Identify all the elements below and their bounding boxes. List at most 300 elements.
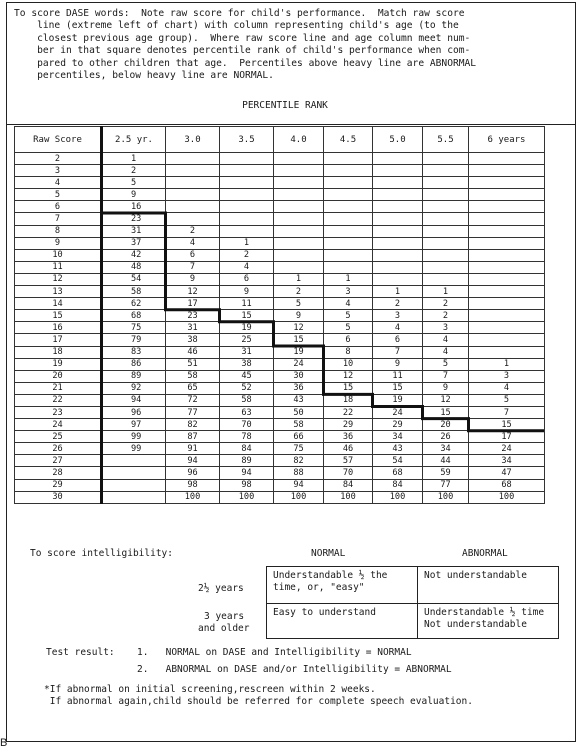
percentile-cell: 15 [220,310,274,322]
percentile-cell: 7 [423,370,469,382]
percentile-cell: 46 [166,346,220,358]
table-header-row [15,127,545,153]
raw-score-cell: 14 [15,298,102,310]
percentile-cell: 29 [373,419,423,431]
percentile-cell: 7 [469,406,545,418]
percentile-cell: 1 [423,286,469,298]
percentile-cell: 2 [102,165,166,177]
percentile-cell: 9 [373,358,423,370]
age-2-5-years-label: 2½ years [198,583,244,594]
percentile-cell [274,213,324,225]
test-result-label: Test result: [46,647,115,658]
percentile-cell [469,177,545,189]
percentile-cell: 30 [274,370,324,382]
percentile-cell: 58 [274,419,324,431]
percentile-cell: 29 [324,419,373,431]
percentile-cell [469,286,545,298]
table-row [15,382,545,394]
percentile-cell: 7 [373,346,423,358]
percentile-cell: 9 [220,286,274,298]
intelligibility-table [266,566,559,639]
percentile-cell: 88 [274,467,324,479]
percentile-cell: 70 [220,419,274,431]
raw-score-cell: 2 [15,153,102,165]
percentile-cell [373,261,423,273]
percentile-cell: 3 [423,322,469,334]
percentile-cell: 4 [469,382,545,394]
normal-young-cell: Understandable ½ the time, or, "easy" [267,567,418,604]
percentile-cell [423,153,469,165]
abnormal-old-cell: Understandable ½ time Not understandable [418,604,559,639]
percentile-cell: 89 [102,370,166,382]
percentile-cell [166,177,220,189]
percentile-cell [102,455,166,467]
percentile-cell: 31 [166,322,220,334]
percentile-cell: 70 [324,467,373,479]
percentile-cell: 100 [166,491,220,503]
percentile-cell [423,165,469,177]
percentile-cell: 11 [373,370,423,382]
raw-score-cell: 8 [15,225,102,237]
table-top-rule [6,124,576,125]
percentile-cell: 34 [423,443,469,455]
percentile-cell: 83 [102,346,166,358]
percentile-cell: 4 [220,261,274,273]
percentile-cell [423,261,469,273]
raw-score-cell: 21 [15,382,102,394]
percentile-cell: 84 [373,479,423,491]
raw-score-cell: 19 [15,358,102,370]
percentile-cell [469,201,545,213]
percentile-cell: 10 [324,358,373,370]
percentile-cell [102,491,166,503]
percentile-cell: 87 [166,431,220,443]
raw-score-cell: 12 [15,273,102,285]
percentile-cell: 82 [166,419,220,431]
percentile-cell: 36 [274,382,324,394]
percentile-cell: 24 [274,358,324,370]
percentile-cell [469,322,545,334]
percentile-cell: 15 [423,406,469,418]
percentile-cell [469,310,545,322]
percentile-cell: 4 [373,322,423,334]
raw-score-cell: 10 [15,249,102,261]
normal-column-label: NORMAL [311,548,346,559]
table-row [15,165,545,177]
percentile-cell: 4 [423,346,469,358]
raw-score-cell: 16 [15,322,102,334]
percentile-cell: 2 [423,310,469,322]
percentile-cell [373,213,423,225]
percentile-cell: 99 [102,431,166,443]
percentile-cell: 37 [102,237,166,249]
percentile-cell: 77 [166,406,220,418]
percentile-cell: 99 [102,443,166,455]
percentile-cell: 45 [220,370,274,382]
percentile-cell: 91 [166,443,220,455]
percentile-cell: 5 [324,322,373,334]
percentile-cell: 54 [373,455,423,467]
percentile-cell: 84 [220,443,274,455]
percentile-cell: 79 [102,334,166,346]
percentile-cell: 34 [469,455,545,467]
percentile-cell: 77 [423,479,469,491]
percentile-cell: 100 [220,491,274,503]
percentile-cell: 89 [220,455,274,467]
table-row [15,237,545,249]
percentile-cell: 78 [220,431,274,443]
table-row [15,358,545,370]
test-result-item-1: 1. NORMAL on DASE and Intelligibility = NORMAL [137,647,412,658]
percentile-cell: 42 [102,249,166,261]
table-row [15,249,545,261]
raw-score-cell: 28 [15,467,102,479]
percentile-cell [373,201,423,213]
age-3-years-label: 3 years [204,611,245,622]
percentile-cell: 57 [324,455,373,467]
percentile-cell: 31 [102,225,166,237]
percentile-cell [373,177,423,189]
percentile-cell: 5 [102,177,166,189]
percentile-cell [220,189,274,201]
raw-score-cell: 9 [15,237,102,249]
percentile-cell: 1 [469,358,545,370]
percentile-cell: 12 [166,286,220,298]
percentile-cell [469,237,545,249]
percentile-cell: 50 [274,406,324,418]
percentile-cell [469,165,545,177]
percentile-cell: 66 [274,431,324,443]
table-row [15,419,545,431]
table-row [15,261,545,273]
percentile-cell: 97 [102,419,166,431]
percentile-cell: 12 [274,322,324,334]
percentile-cell [423,189,469,201]
percentile-cell [469,346,545,358]
percentile-cell: 68 [469,479,545,491]
percentile-cell [166,201,220,213]
percentile-cell: 100 [324,491,373,503]
percentile-cell: 31 [220,346,274,358]
table-row [15,201,545,213]
and-older-label: and older [198,623,250,634]
table-row [15,225,545,237]
dase-instructions: To score DASE words: Note raw score for child's performance. Match raw score line (extreme left of chart) with column representing child's age (to the closest previous age group). Where raw score line and age column meet num- ber in that square denotes percentile rank of child's performance when com- pared to other children that age. Percentiles above heavy line are ABNORMAL percentiles, below heavy line are NORMAL. [14,8,477,82]
table-row [15,153,545,165]
percentile-cell [220,153,274,165]
percentile-cell: 43 [274,394,324,406]
percentile-cell [373,237,423,249]
raw-score-cell: 30 [15,491,102,503]
percentile-cell: 2 [220,249,274,261]
percentile-cell: 86 [102,358,166,370]
raw-score-cell: 22 [15,394,102,406]
raw-score-cell: 26 [15,443,102,455]
percentile-cell [373,153,423,165]
percentile-cell: 52 [220,382,274,394]
table-row [15,273,545,285]
raw-score-cell: 24 [15,419,102,431]
percentile-cell [469,261,545,273]
raw-score-cell: 23 [15,406,102,418]
table-row [15,479,545,491]
percentile-cell: 94 [102,394,166,406]
percentile-cell [324,201,373,213]
percentile-cell [324,189,373,201]
intelligibility-heading: To score intelligibility: [30,548,173,559]
percentile-cell: 15 [274,334,324,346]
abnormal-young-cell: Not understandable [418,567,559,604]
percentile-cell [324,225,373,237]
percentile-cell: 48 [102,261,166,273]
percentile-cell: 34 [373,431,423,443]
percentile-cell: 94 [274,479,324,491]
raw-score-cell: 7 [15,213,102,225]
percentile-cell [102,467,166,479]
percentile-cell [166,165,220,177]
percentile-cell [423,213,469,225]
raw-score-cell: 6 [15,201,102,213]
raw-score-cell: 15 [15,310,102,322]
percentile-cell: 25 [220,334,274,346]
percentile-cell [469,225,545,237]
percentile-cell: 47 [469,467,545,479]
rescreen-footnote: *If abnormal on initial screening,rescreen within 2 weeks. If abnormal again,child should be referred for complete speech evaluation. [44,684,473,707]
percentile-cell [220,225,274,237]
table-row [15,334,545,346]
percentile-cell [469,298,545,310]
percentile-cell: 12 [423,394,469,406]
table-row [15,298,545,310]
percentile-cell: 17 [166,298,220,310]
percentile-cell [469,153,545,165]
percentile-cell [469,189,545,201]
percentile-cell [166,153,220,165]
percentile-cell [274,237,324,249]
column-header: 2.5 yr. [102,127,166,153]
percentile-cell: 15 [469,419,545,431]
percentile-cell: 94 [220,467,274,479]
percentile-cell: 19 [220,322,274,334]
percentile-cell: 98 [166,479,220,491]
percentile-cell: 9 [423,382,469,394]
percentile-cell: 9 [102,189,166,201]
column-header: 5.0 [373,127,423,153]
table-body [15,153,545,504]
percentile-cell: 6 [324,334,373,346]
table-row [15,443,545,455]
percentile-cell: 19 [373,394,423,406]
percentile-cell [373,189,423,201]
table-row [15,189,545,201]
percentile-cell: 96 [166,467,220,479]
table-row [15,286,545,298]
percentile-cell: 18 [324,394,373,406]
percentile-cell: 23 [102,213,166,225]
percentile-cell [274,189,324,201]
percentile-cell: 72 [166,394,220,406]
percentile-cell: 38 [220,358,274,370]
percentile-cell [469,249,545,261]
percentile-cell: 51 [166,358,220,370]
raw-score-cell: 3 [15,165,102,177]
percentile-cell: 26 [423,431,469,443]
percentile-cell: 8 [324,346,373,358]
table-row [15,370,545,382]
percentile-cell: 75 [102,322,166,334]
percentile-cell [373,225,423,237]
percentile-cell [220,201,274,213]
percentile-cell: 58 [166,370,220,382]
percentile-cell [324,177,373,189]
percentile-cell: 19 [274,346,324,358]
percentile-cell [469,213,545,225]
percentile-cell: 15 [373,382,423,394]
percentile-cell [274,261,324,273]
percentile-cell: 54 [102,273,166,285]
percentile-cell: 6 [166,249,220,261]
percentile-cell: 98 [220,479,274,491]
percentile-cell [324,165,373,177]
percentile-cell [423,177,469,189]
percentile-cell: 100 [469,491,545,503]
test-result-item-2: 2. ABNORMAL on DASE and/or Intelligibility = ABNORMAL [137,664,452,675]
percentile-cell [324,213,373,225]
normal-old-cell: Easy to understand [267,604,418,639]
percentile-cell: 62 [102,298,166,310]
table-row [15,455,545,467]
percentile-cell [166,189,220,201]
percentile-cell: 100 [373,491,423,503]
percentile-cell: 65 [166,382,220,394]
table-row [15,322,545,334]
percentile-cell: 5 [423,358,469,370]
percentile-cell [166,213,220,225]
percentile-cell: 16 [102,201,166,213]
percentile-cell: 5 [469,394,545,406]
percentile-cell: 58 [102,286,166,298]
percentile-cell: 2 [274,286,324,298]
figure-label: B [0,737,8,749]
table-row [15,177,545,189]
table-row [15,213,545,225]
percentile-cell [324,249,373,261]
percentile-cell: 84 [324,479,373,491]
percentile-rank-table [14,126,545,504]
percentile-cell: 15 [324,382,373,394]
percentile-cell: 5 [274,298,324,310]
percentile-cell [274,201,324,213]
percentile-cell: 6 [373,334,423,346]
column-header: Raw Score [15,127,102,153]
raw-score-cell: 11 [15,261,102,273]
raw-score-cell: 4 [15,177,102,189]
percentile-cell [469,273,545,285]
percentile-cell [274,249,324,261]
percentile-cell: 100 [423,491,469,503]
percentile-cell: 2 [166,225,220,237]
percentile-cell: 96 [102,406,166,418]
percentile-cell: 11 [220,298,274,310]
column-header: 3.0 [166,127,220,153]
table-row [15,467,545,479]
raw-score-cell: 18 [15,346,102,358]
percentile-cell [423,273,469,285]
percentile-cell: 68 [373,467,423,479]
percentile-cell [274,225,324,237]
percentile-cell: 24 [373,406,423,418]
percentile-cell: 5 [324,310,373,322]
percentile-cell: 2 [423,298,469,310]
percentile-cell: 1 [274,273,324,285]
percentile-cell: 82 [274,455,324,467]
percentile-cell [220,177,274,189]
percentile-cell: 44 [423,455,469,467]
percentile-cell: 1 [102,153,166,165]
abnormal-column-label: ABNORMAL [462,548,508,559]
percentile-cell: 58 [220,394,274,406]
percentile-cell [469,334,545,346]
percentile-cell: 24 [469,443,545,455]
percentile-cell [220,213,274,225]
percentile-cell [423,201,469,213]
percentile-cell: 43 [373,443,423,455]
percentile-cell: 9 [166,273,220,285]
percentile-cell: 7 [166,261,220,273]
column-header: 4.0 [274,127,324,153]
percentile-cell: 75 [274,443,324,455]
percentile-cell: 9 [274,310,324,322]
percentile-cell [274,165,324,177]
percentile-cell: 92 [102,382,166,394]
percentile-cell: 4 [166,237,220,249]
percentile-cell: 59 [423,467,469,479]
raw-score-cell: 13 [15,286,102,298]
percentile-cell: 6 [220,273,274,285]
percentile-cell [274,177,324,189]
percentile-cell [324,153,373,165]
table-row [15,406,545,418]
percentile-cell: 22 [324,406,373,418]
percentile-cell: 4 [324,298,373,310]
percentile-cell: 3 [373,310,423,322]
percentile-cell: 36 [324,431,373,443]
raw-score-cell: 25 [15,431,102,443]
raw-score-cell: 5 [15,189,102,201]
table-row [15,394,545,406]
percentile-cell: 46 [324,443,373,455]
raw-score-cell: 29 [15,479,102,491]
table-row [15,310,545,322]
percentile-cell [220,165,274,177]
percentile-cell: 20 [423,419,469,431]
raw-score-cell: 27 [15,455,102,467]
percentile-cell: 23 [166,310,220,322]
raw-score-cell: 20 [15,370,102,382]
column-header: 6 years [469,127,545,153]
table-row [15,346,545,358]
percentile-cell [274,153,324,165]
percentile-cell: 3 [324,286,373,298]
percentile-cell: 1 [220,237,274,249]
table-row [15,491,545,503]
percentile-cell: 2 [373,298,423,310]
raw-score-cell: 17 [15,334,102,346]
percentile-cell [373,165,423,177]
column-header: 5.5 [423,127,469,153]
percentile-cell [373,273,423,285]
percentile-table-wrap [14,126,544,516]
